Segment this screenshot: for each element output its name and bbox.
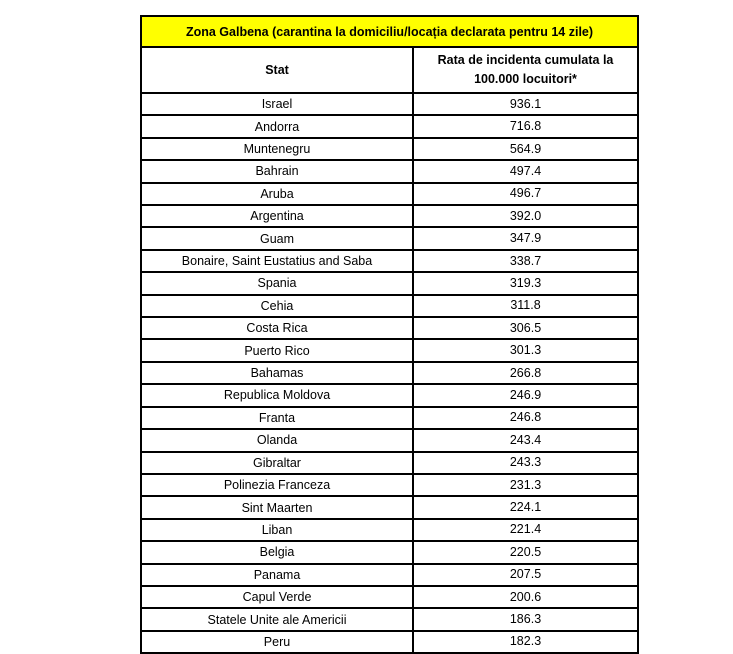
table-row — [142, 184, 637, 206]
cell-stat: Olanda — [142, 430, 414, 450]
cell-stat: Puerto Rico — [142, 340, 414, 360]
cell-stat: Bonaire, Saint Eustatius and Saba — [142, 251, 414, 271]
table-row — [142, 296, 637, 318]
cell-stat: Statele Unite ale Americii — [142, 609, 414, 629]
table-row — [142, 94, 637, 116]
cell-rata: 347.9 — [509, 231, 542, 246]
cell-rata: 231.3 — [509, 477, 542, 492]
cell-rata: 246.8 — [509, 410, 542, 425]
table-row — [142, 520, 637, 542]
table-row — [142, 206, 637, 228]
cell-stat: Franta — [142, 408, 414, 428]
table-row — [142, 340, 637, 362]
table-row — [142, 228, 637, 250]
cell-rata: 207.5 — [509, 567, 542, 582]
cell-stat: Guam — [142, 228, 414, 248]
cell-stat: Andorra — [142, 116, 414, 136]
table-row — [142, 497, 637, 519]
table-row — [142, 587, 637, 609]
table-row — [142, 318, 637, 340]
cell-stat: Belgia — [142, 542, 414, 562]
table-row — [142, 139, 637, 161]
cell-stat: Polinezia Franceza — [142, 475, 414, 495]
table-row — [142, 453, 637, 475]
cell-rata: 936.1 — [509, 96, 542, 111]
cell-rata: 200.6 — [509, 589, 542, 604]
cell-stat: Republica Moldova — [142, 385, 414, 405]
cell-rata: 182.3 — [509, 634, 542, 649]
cell-rata: 243.3 — [509, 455, 542, 470]
table-row — [142, 116, 637, 138]
header-rata: Rata de incidenta cumulata la 100.000 locuitori* — [437, 53, 614, 86]
table-row — [142, 161, 637, 183]
cell-rata: 224.1 — [509, 500, 542, 515]
table-row — [142, 632, 637, 654]
table-row — [142, 385, 637, 407]
table-row — [142, 565, 637, 587]
cell-stat: Peru — [142, 632, 414, 652]
table-row — [142, 430, 637, 452]
table-header-row — [142, 48, 637, 94]
cell-rata: 220.5 — [509, 544, 542, 559]
cell-stat: Capul Verde — [142, 587, 414, 607]
cell-rata: 311.8 — [510, 298, 541, 313]
cell-stat: Sint Maarten — [142, 497, 414, 517]
cell-rata: 496.7 — [509, 186, 542, 201]
cell-rata: 319.3 — [509, 275, 542, 290]
cell-rata: 497.4 — [509, 163, 542, 178]
cell-rata: 564.9 — [509, 141, 542, 156]
yellow-zone-table — [140, 15, 639, 654]
cell-stat: Spania — [142, 273, 414, 293]
cell-stat: Israel — [142, 94, 414, 114]
table-row — [142, 251, 637, 273]
cell-stat: Panama — [142, 565, 414, 585]
cell-stat: Cehia — [142, 296, 414, 316]
cell-stat: Argentina — [142, 206, 414, 226]
table-row — [142, 542, 637, 564]
cell-rata: 243.4 — [509, 432, 542, 447]
cell-rata: 716.8 — [509, 119, 542, 134]
cell-rata: 338.7 — [509, 253, 542, 268]
table-title: Zona Galbena (carantina la domiciliu/locația declarata pentru 14 zile) — [142, 17, 637, 48]
cell-stat: Costa Rica — [142, 318, 414, 338]
cell-stat: Gibraltar — [142, 453, 414, 473]
table-row — [142, 408, 637, 430]
cell-rata: 186.3 — [509, 612, 542, 627]
cell-stat: Bahrain — [142, 161, 414, 181]
cell-rata: 266.8 — [509, 365, 542, 380]
table-row — [142, 475, 637, 497]
table-row — [142, 609, 637, 631]
cell-rata: 301.3 — [509, 343, 542, 358]
table-body — [142, 94, 637, 654]
cell-stat: Bahamas — [142, 363, 414, 383]
cell-stat: Liban — [142, 520, 414, 540]
cell-rata: 221.4 — [509, 522, 542, 537]
cell-stat: Aruba — [142, 184, 414, 204]
cell-stat: Muntenegru — [142, 139, 414, 159]
table-row — [142, 363, 637, 385]
cell-rata: 246.9 — [509, 387, 542, 402]
cell-rata: 392.0 — [509, 208, 542, 223]
cell-rata: 306.5 — [509, 320, 542, 335]
header-stat: Stat — [142, 48, 414, 92]
table-row — [142, 273, 637, 295]
